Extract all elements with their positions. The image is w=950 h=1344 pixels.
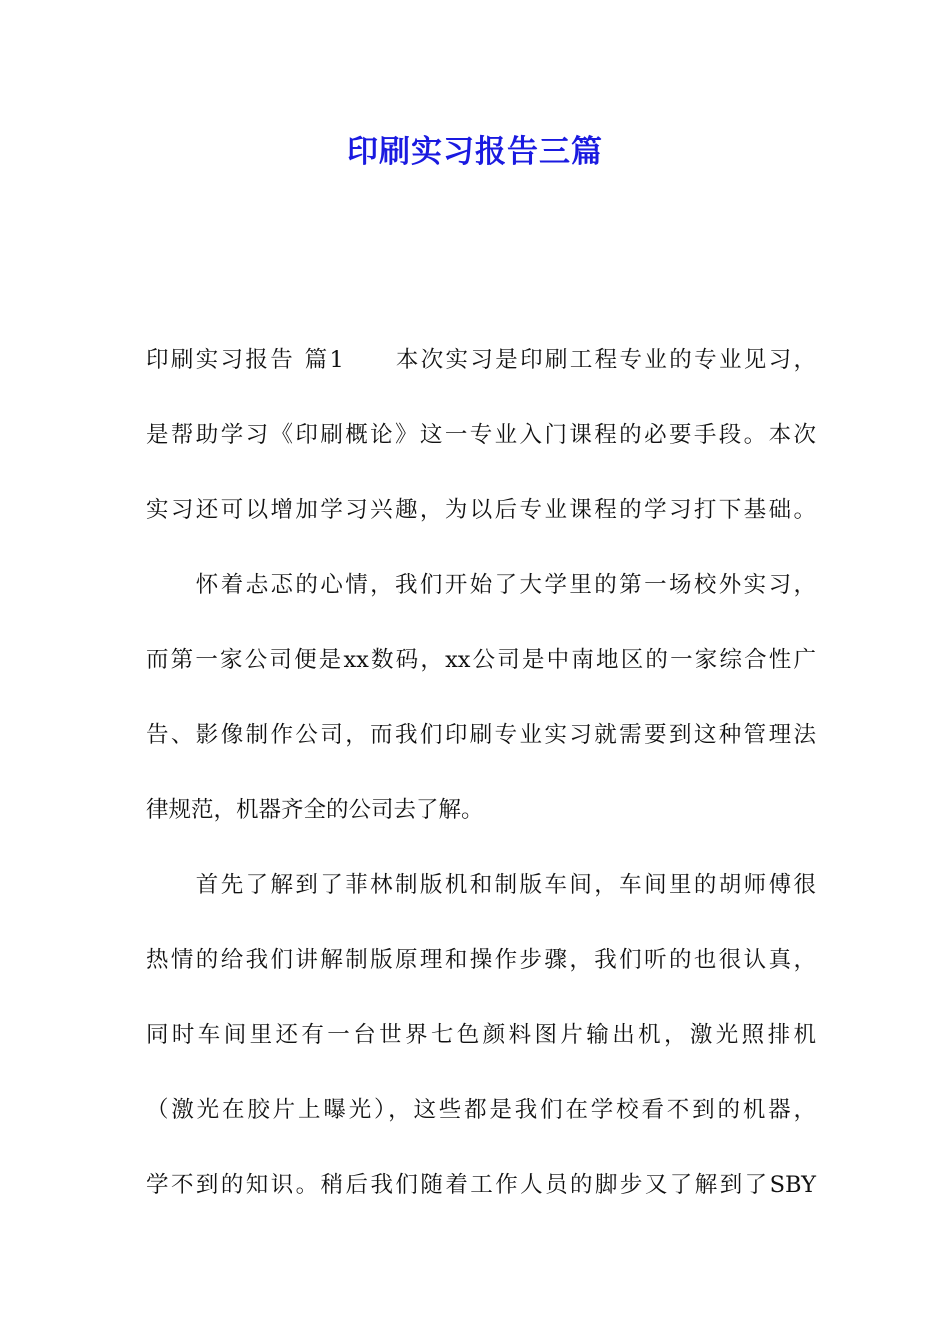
paragraph-line-12: 学不到的知识。稍后我们随着工作人员的脚步又了解到了SBY bbox=[146, 1172, 816, 1198]
paragraph-line-10: 同时车间里还有一台世界七色颜料图片输出机，激光照排机 bbox=[146, 1022, 816, 1048]
paragraph-line-1: 印刷实习报告 篇1 本次实习是印刷工程专业的专业见习， bbox=[146, 347, 816, 373]
document-title: 印刷实习报告三篇 bbox=[347, 134, 603, 170]
paragraph-line-8: 首先了解到了菲林制版机和制版车间，车间里的胡师傅很 bbox=[146, 872, 816, 898]
paragraph-line-6: 告、影像制作公司，而我们印刷专业实习就需要到这种管理法 bbox=[146, 722, 816, 748]
paragraph-line-11: （激光在胶片上曝光），这些都是我们在学校看不到的机器， bbox=[146, 1097, 816, 1123]
paragraph-line-9: 热情的给我们讲解制版原理和操作步骤，我们听的也很认真， bbox=[146, 947, 816, 973]
paragraph-line-3: 实习还可以增加学习兴趣，为以后专业课程的学习打下基础。 bbox=[146, 497, 816, 523]
paragraph-line-4: 怀着忐忑的心情，我们开始了大学里的第一场校外实习， bbox=[146, 572, 816, 598]
paragraph-line-2: 是帮助学习《印刷概论》这一专业入门课程的必要手段。本次 bbox=[146, 422, 816, 448]
paragraph-line-7: 律规范，机器齐全的公司去了解。 bbox=[146, 797, 484, 823]
paragraph-line-5: 而第一家公司便是xx数码，xx公司是中南地区的一家综合性广 bbox=[146, 647, 816, 673]
